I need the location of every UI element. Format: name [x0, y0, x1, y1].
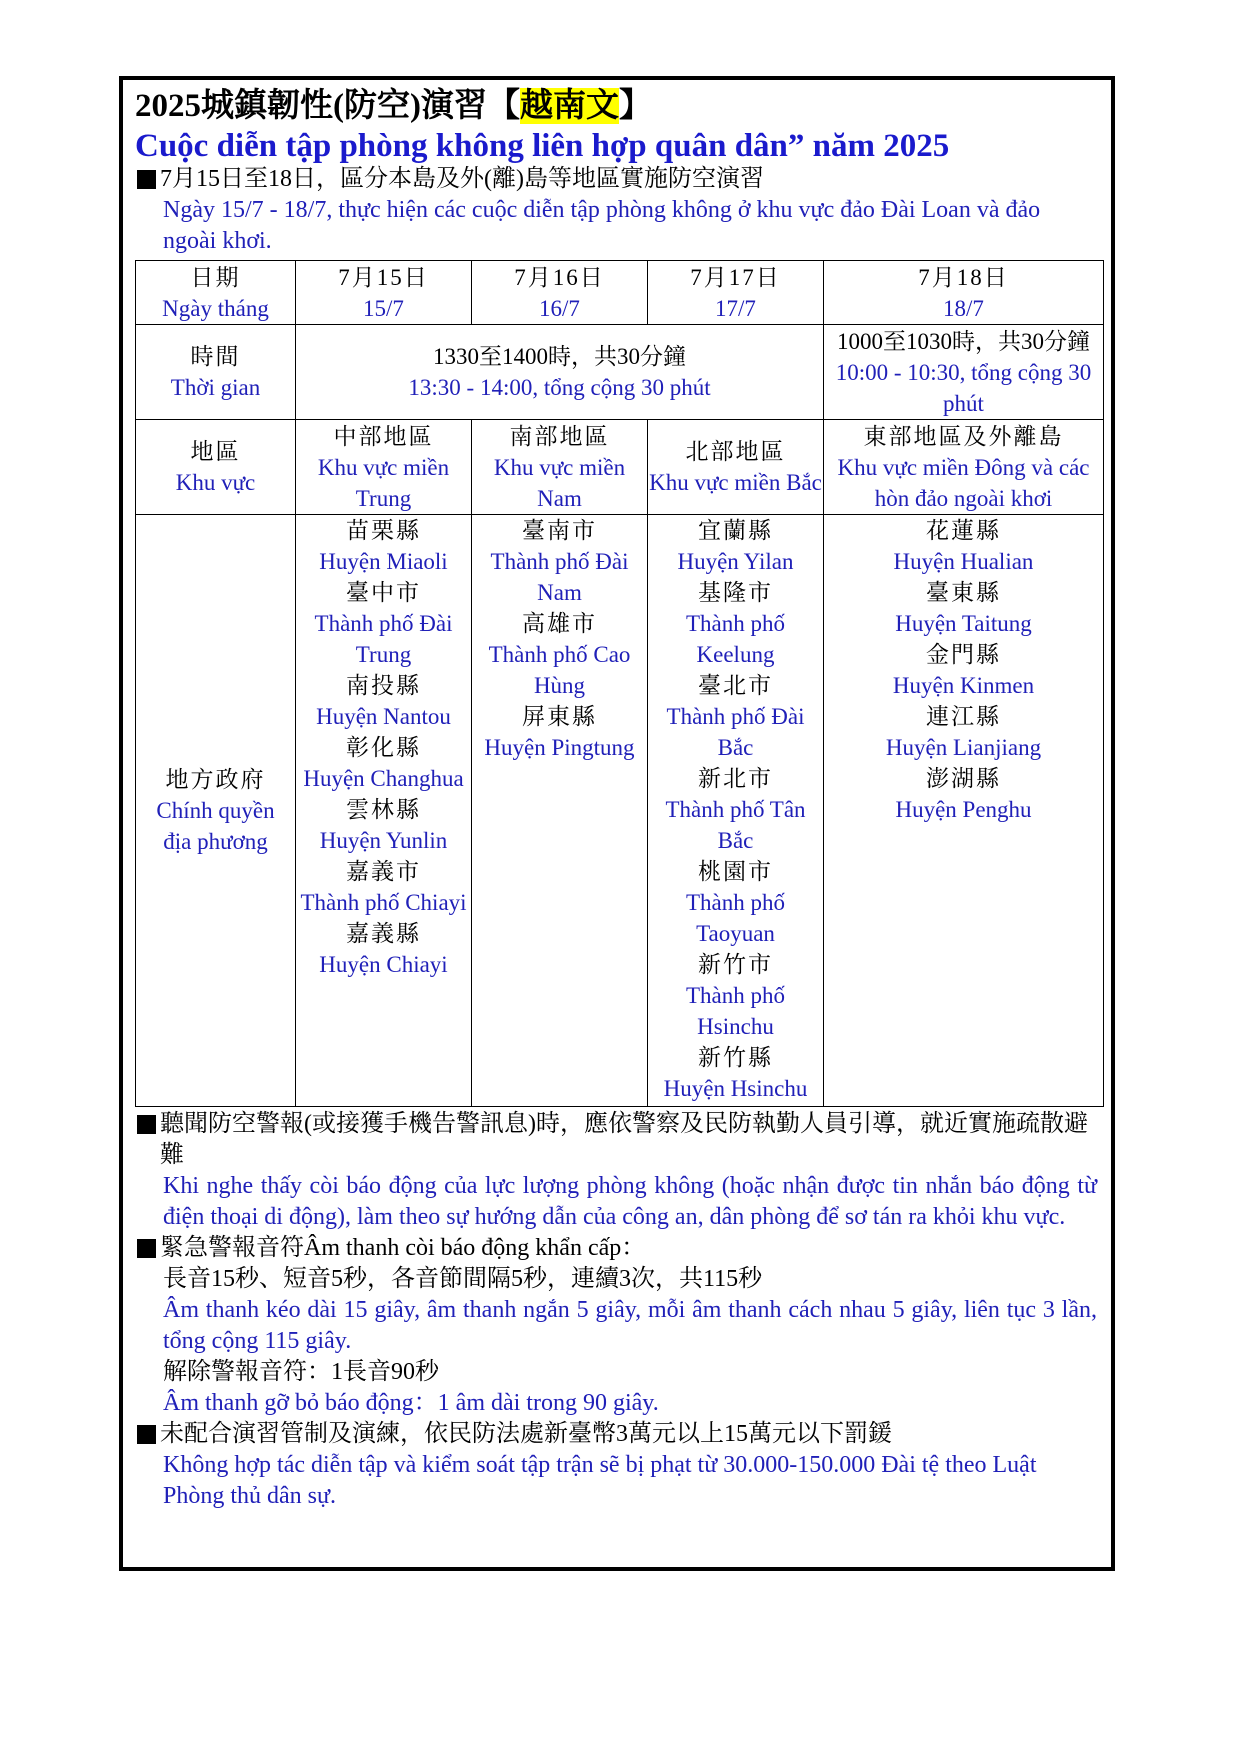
siren-bullet — [135, 1233, 1101, 1264]
time-label-zh: 時間 — [190, 344, 241, 369]
gov-vi: Huyện Yunlin — [319, 828, 448, 853]
time-last-vi: 10:00 - 10:30, tổng cộng 30 phút — [835, 359, 1092, 416]
gov-vi: Huyện Kinmen — [892, 673, 1035, 698]
time-main-vi: 13:30 - 14:00, tổng cộng 30 phút — [408, 375, 711, 400]
gov-zh: 宜蘭縣 — [698, 518, 773, 543]
gov-label-cell — [136, 515, 296, 1107]
gov-vi: Huyện Hualian — [893, 549, 1034, 574]
gov-vi: Thành phố Đài Trung — [314, 611, 453, 667]
gov-vi: Huyện Lianjiang — [885, 735, 1042, 760]
gov-vi: Huyện Miaoli — [319, 549, 448, 574]
table-row-government — [136, 515, 1104, 1107]
gov-zh: 臺南市 — [522, 518, 597, 543]
gov-zh: 桃園市 — [698, 859, 773, 884]
bullet-square-icon — [137, 170, 156, 189]
date-zh: 7月18日 — [918, 264, 1009, 290]
gov-cell-central — [296, 515, 472, 1107]
table-row-region — [136, 420, 1104, 515]
fine-vi: Không hợp tác diễn tập và kiểm soát tập trận sẽ bị phạt từ 30.000-150.000 Đài tệ theo Luật Phòng thủ dân sự. — [163, 1452, 1037, 1509]
time-main-cell — [296, 325, 824, 420]
region-zh: 東部地區及外離島 — [863, 423, 1064, 449]
region-label-zh: 地區 — [190, 439, 241, 464]
date-zh: 7月15日 — [338, 264, 429, 290]
intro-zh: 7月15日至18日，區分本島及外(離)島等地區實施防空演習 — [160, 166, 764, 192]
gov-vi: Thành phố Đài Bắc — [666, 704, 805, 760]
gov-zh: 嘉義市 — [346, 859, 421, 884]
region-label-vi: Khu vực — [175, 470, 256, 495]
gov-zh: 臺東縣 — [926, 580, 1001, 605]
time-label-cell — [136, 325, 296, 420]
date-cell — [648, 261, 824, 325]
bullet-square-icon — [137, 1425, 156, 1444]
fine-zh: 未配合演習管制及演練，依民防法處新臺幣3萬元以上15萬元以下罰鍰 — [160, 1421, 892, 1447]
gov-vi: Thành phố Hsinchu — [685, 983, 785, 1039]
time-label-vi: Thời gian — [170, 375, 261, 400]
all-clear-zh: 解除警報音符：1長音90秒 — [163, 1359, 439, 1385]
date-vi: 16/7 — [539, 295, 580, 321]
gov-zh: 新竹縣 — [698, 1045, 773, 1070]
gov-vi: Huyện Changhua — [303, 766, 464, 791]
siren-title-vi: Âm thanh còi báo động khẩn cấp： — [304, 1235, 646, 1261]
table-row-time — [136, 325, 1104, 420]
time-last-cell — [824, 325, 1104, 420]
date-vi: 15/7 — [363, 295, 404, 321]
gov-vi: Thành phố Chiayi — [300, 890, 467, 915]
document-frame — [119, 76, 1115, 1571]
gov-vi: Huyện Penghu — [895, 797, 1032, 822]
gov-zh: 嘉義縣 — [346, 921, 421, 946]
intro-bullet — [135, 164, 1101, 195]
gov-label-vi: Chính quyền địa phương — [156, 798, 275, 854]
schedule-table — [135, 260, 1104, 1107]
region-label-cell — [136, 420, 296, 515]
gov-vi: Huyện Chiayi — [319, 952, 448, 977]
gov-label-zh: 地方政府 — [165, 767, 266, 792]
gov-vi: Thành phố Keelung — [685, 611, 785, 667]
gov-vi: Huyện Pingtung — [484, 735, 635, 760]
gov-zh: 彰化縣 — [346, 735, 421, 760]
gov-zh: 南投縣 — [346, 673, 421, 698]
date-label-zh: 日期 — [190, 264, 241, 290]
title-prefix: 2025城鎮韌性(防空)演習【 — [135, 88, 520, 124]
intro-vi: Ngày 15/7 - 18/7, thực hiện các cuộc diễn tập phòng không ở khu vực đảo Đài Loan và đảo ngoài khơi. — [163, 197, 1041, 254]
date-label-cell — [136, 261, 296, 325]
title-language-highlight: 越南文 — [519, 88, 619, 124]
siren-title — [160, 1233, 645, 1264]
gov-zh: 高雄市 — [522, 611, 597, 636]
gov-vi: Huyện Yilan — [677, 549, 794, 574]
time-last-zh: 1000至1030時，共30分鐘 — [837, 328, 1090, 354]
region-zh: 北部地區 — [685, 439, 786, 464]
region-cell — [296, 420, 472, 515]
date-cell — [296, 261, 472, 325]
region-cell — [824, 420, 1104, 515]
date-label-vi: Ngày tháng — [162, 295, 269, 321]
all-clear-vi: Âm thanh gỡ bỏ báo động：1 âm dài trong 90 giây. — [163, 1390, 659, 1416]
region-vi: Khu vực miền Bắc — [649, 470, 822, 495]
evacuation-zh: 聽聞防空警報(或接獲手機告警訊息)時，應依警察及民防執勤人員引導，就近實施疏散避難 — [160, 1111, 1088, 1168]
fine-bullet — [135, 1419, 1101, 1450]
gov-cell-north — [648, 515, 824, 1107]
gov-zh: 澎湖縣 — [926, 766, 1001, 791]
gov-zh: 臺中市 — [346, 580, 421, 605]
page-subtitle: Cuộc diễn tập phòng không liên hợp quân dân” năm 2025 — [135, 128, 950, 164]
date-vi: 17/7 — [715, 295, 756, 321]
gov-zh: 連江縣 — [926, 704, 1001, 729]
gov-vi: Thành phố Tân Bắc — [665, 797, 806, 853]
gov-vi: Thành phố Taoyuan — [685, 890, 785, 946]
gov-vi: Huyện Hsinchu — [663, 1076, 808, 1101]
date-zh: 7月16日 — [514, 264, 605, 290]
gov-zh: 新北市 — [698, 766, 773, 791]
date-cell — [472, 261, 648, 325]
date-zh: 7月17日 — [690, 264, 781, 290]
gov-zh: 臺北市 — [698, 673, 773, 698]
region-vi: Khu vực miền Nam — [493, 454, 626, 511]
table-row-date — [136, 261, 1104, 325]
region-zh: 中部地區 — [333, 423, 434, 449]
gov-zh: 雲林縣 — [346, 797, 421, 822]
gov-vi: Thành phố Đài Nam — [490, 549, 629, 605]
gov-cell-east-islands — [824, 515, 1104, 1107]
gov-zh: 屏東縣 — [522, 704, 597, 729]
gov-zh: 花蓮縣 — [926, 518, 1001, 543]
gov-cell-south — [472, 515, 648, 1107]
bullet-square-icon — [137, 1239, 156, 1258]
region-cell — [648, 420, 824, 515]
gov-vi: Thành phố Cao Hùng — [488, 642, 631, 698]
gov-zh: 金門縣 — [926, 642, 1001, 667]
evacuation-bullet — [135, 1109, 1101, 1171]
siren-vi: Âm thanh kéo dài 15 giây, âm thanh ngắn 5 giây, mỗi âm thanh cách nhau 5 giây, liên tục 3 lần, tổng cộng 115 giây. — [163, 1297, 1097, 1354]
time-main-zh: 1330至1400時，共30分鐘 — [433, 344, 686, 369]
siren-zh: 長音15秒、短音5秒，各音節間隔5秒，連續3次，共115秒 — [163, 1266, 763, 1292]
date-cell — [824, 261, 1104, 325]
bullet-square-icon — [137, 1115, 156, 1134]
page-title — [135, 84, 1101, 128]
gov-zh: 基隆市 — [698, 580, 773, 605]
date-vi: 18/7 — [943, 295, 984, 321]
document-content — [135, 84, 1101, 1512]
title-suffix: 】 — [618, 88, 652, 124]
region-cell — [472, 420, 648, 515]
region-zh: 南部地區 — [509, 423, 610, 449]
gov-zh: 苗栗縣 — [346, 518, 421, 543]
siren-title-zh: 緊急警報音符 — [160, 1235, 304, 1261]
region-vi: Khu vực miền Trung — [317, 454, 450, 511]
gov-zh: 新竹市 — [698, 952, 773, 977]
region-vi: Khu vực miền Đông và các hòn đảo ngoài khơi — [837, 454, 1090, 511]
gov-vi: Huyện Taitung — [895, 611, 1032, 636]
gov-vi: Huyện Nantou — [316, 704, 451, 729]
evacuation-vi: Khi nghe thấy còi báo động của lực lượng phòng không (hoặc nhận được tin nhắn báo động từ điện thoại di động), làm theo sự hướng dẫn của công an, dân phòng để sơ tán ra khỏi khu vực. — [163, 1173, 1097, 1230]
